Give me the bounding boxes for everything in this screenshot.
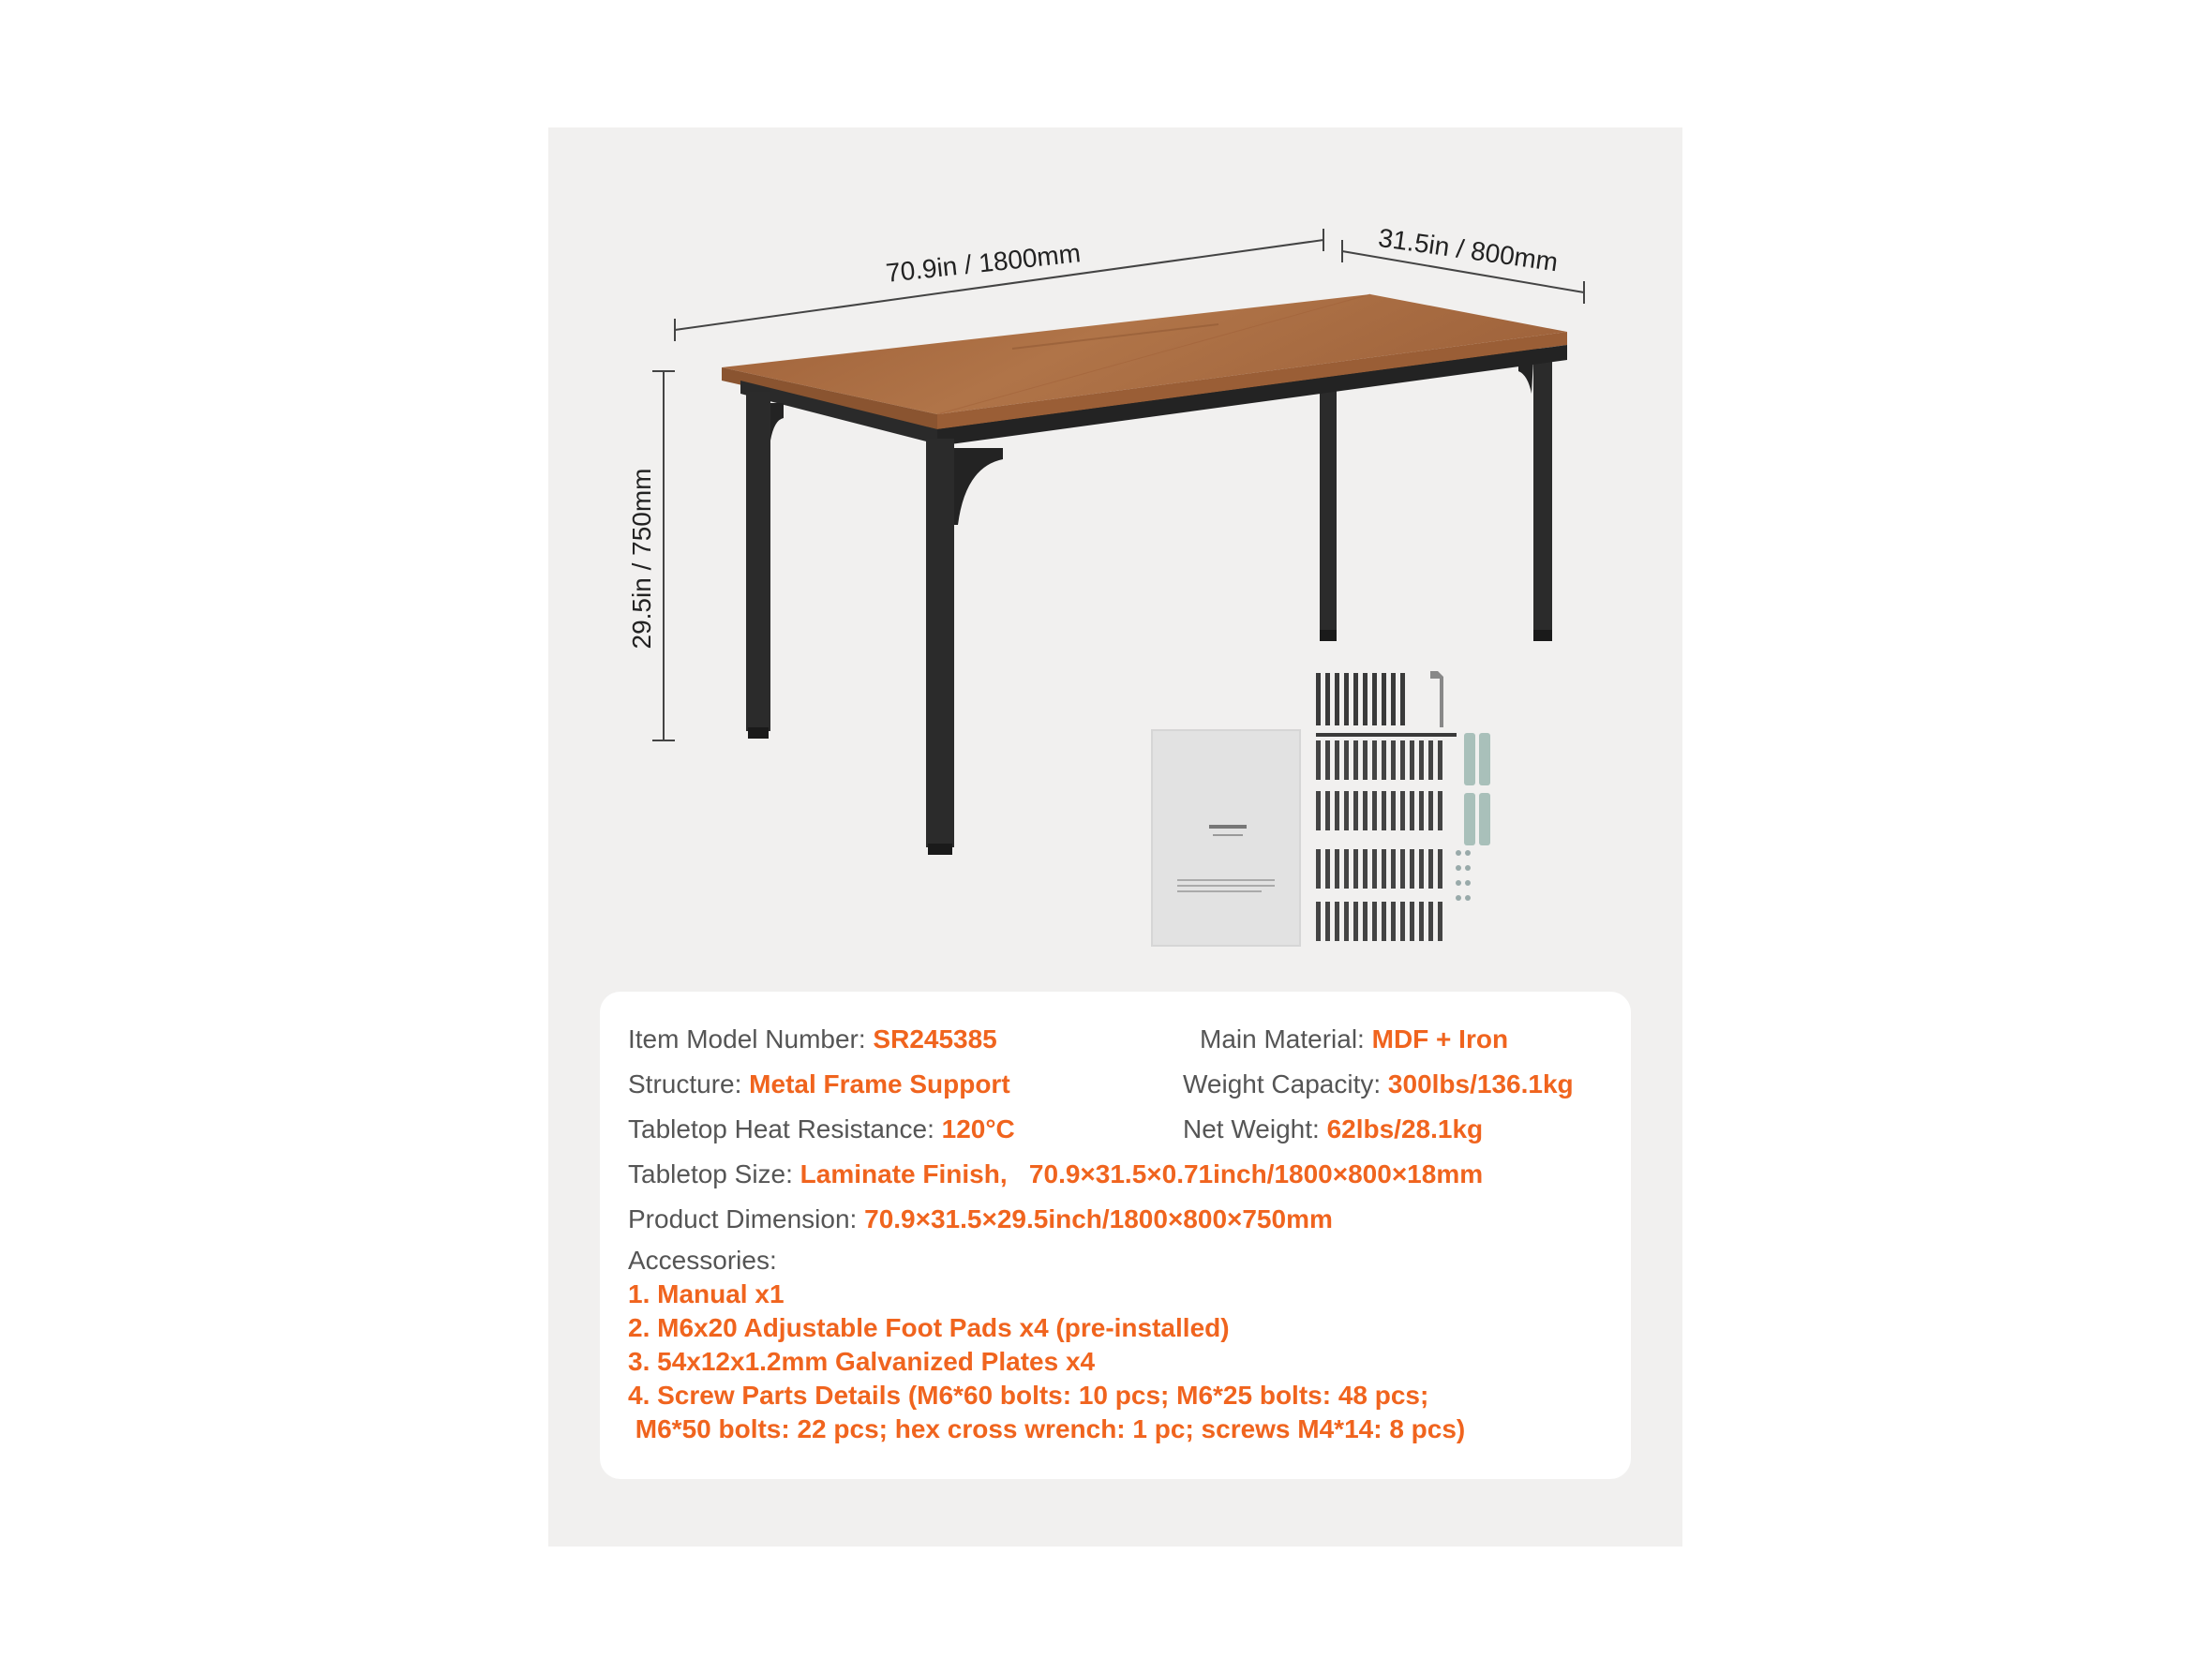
accessory-item: 3. 54x12x1.2mm Galvanized Plates x4 xyxy=(628,1347,1096,1376)
spec-net-weight: Net Weight: 62lbs/28.1kg xyxy=(1183,1114,1484,1143)
accessory-item: M6*50 bolts: 22 pcs; hex cross wrench: 1 pc; screws M4*14: 8 pcs) xyxy=(628,1414,1466,1443)
spec-card xyxy=(600,992,1631,1479)
accessory-item: 1. Manual x1 xyxy=(628,1279,785,1308)
tabletop-value: Laminate Finish, 70.9×31.5×0.71inch/1800×800×18mm xyxy=(800,1159,1484,1188)
spec-model: Item Model Number: SR245385 xyxy=(628,1024,997,1054)
spec-material: Main Material: MDF + Iron xyxy=(1200,1024,1509,1054)
length-label: 70.9in / 1800mm xyxy=(884,238,1083,288)
manual-image xyxy=(1151,729,1301,947)
spec-structure: Structure: Metal Frame Support xyxy=(628,1069,1010,1099)
net-weight-value: 62lbs/28.1kg xyxy=(1326,1114,1484,1143)
width-label: 31.5in / 800mm xyxy=(1376,222,1561,277)
screw-parts-image xyxy=(1316,671,1490,941)
structure-value: Metal Frame Support xyxy=(749,1069,1010,1099)
spec-dimension: Product Dimension: 70.9×31.5×29.5inch/1800×800×750mm xyxy=(628,1204,1333,1233)
height-label: 29.5in / 750mm xyxy=(627,468,656,650)
accessories-title: Accessories: xyxy=(628,1246,777,1275)
material-value: MDF + Iron xyxy=(1371,1024,1509,1054)
dimension-value: 70.9×31.5×29.5inch/1800×800×750mm xyxy=(864,1204,1333,1233)
capacity-value: 300lbs/136.1kg xyxy=(1387,1069,1574,1099)
model-value: SR245385 xyxy=(873,1024,997,1054)
spec-capacity: Weight Capacity: 300lbs/136.1kg xyxy=(1183,1069,1574,1099)
accessory-item: 2. M6x20 Adjustable Foot Pads x4 (pre-installed) xyxy=(628,1313,1230,1342)
spec-tabletop: Tabletop Size: Laminate Finish, 70.9×31.5×0.71inch/1800×800×18mm xyxy=(628,1159,1484,1188)
heat-value: 120°C xyxy=(941,1114,1015,1143)
accessory-item: 4. Screw Parts Details (M6*60 bolts: 10 pcs; M6*25 bolts: 48 pcs; xyxy=(628,1381,1429,1410)
spec-heat: Tabletop Heat Resistance: 120°C xyxy=(628,1114,1015,1143)
